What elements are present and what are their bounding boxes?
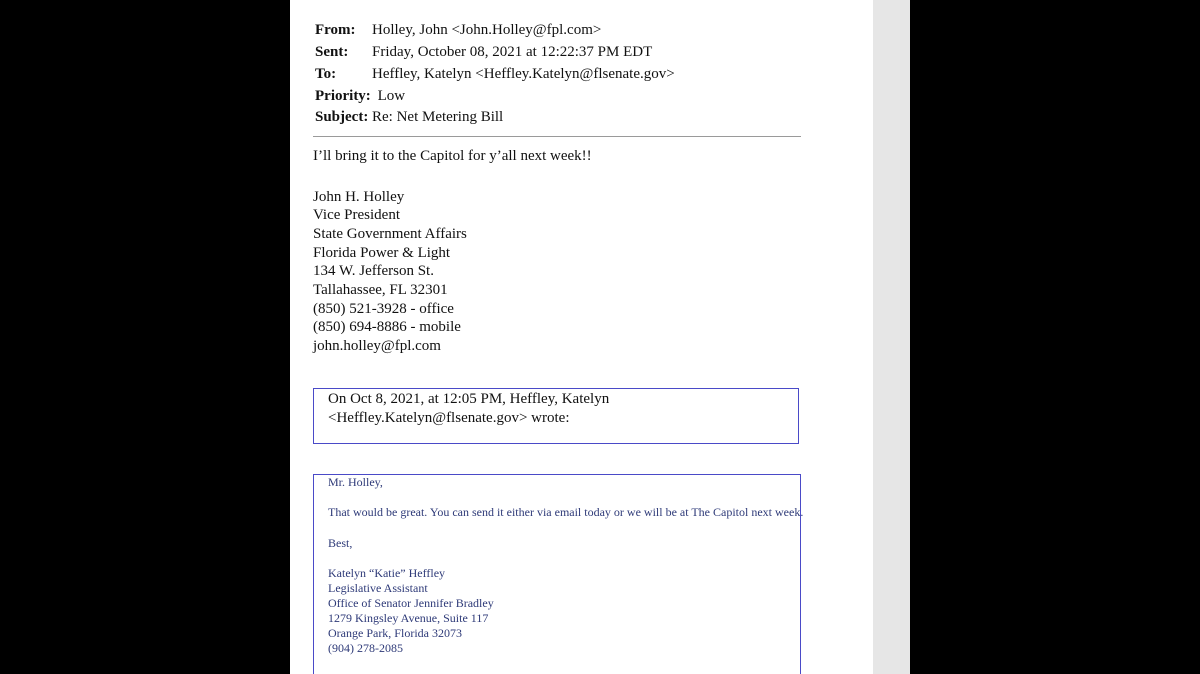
header-divider bbox=[313, 136, 801, 137]
reply-signature-line: Orange Park, Florida 32073 bbox=[328, 626, 462, 640]
from-label: From: bbox=[315, 22, 356, 38]
reply-signature-line: 1279 Kingsley Avenue, Suite 117 bbox=[328, 611, 489, 625]
quoted-reply-box bbox=[313, 474, 804, 674]
sent-value: Friday, October 08, 2021 at 12:22:37 PM EDT bbox=[372, 44, 653, 60]
sent-label: Sent: bbox=[315, 44, 349, 60]
signature-line: State Government Affairs bbox=[313, 226, 467, 242]
quote-header-box bbox=[313, 388, 799, 444]
reply-signature-line: Katelyn “Katie” Heffley bbox=[328, 566, 446, 580]
reply-signature-line: Legislative Assistant bbox=[328, 581, 428, 595]
subject-row bbox=[315, 108, 504, 126]
to-label: To: bbox=[315, 66, 337, 82]
quote-header-text: On Oct 8, 2021, at 12:05 PM, Heffley, Katelyn <Heffley.Katelyn@flsenate.gov> wrote: bbox=[328, 391, 610, 426]
signature-line: Vice President bbox=[313, 207, 400, 223]
to-value: Heffley, Katelyn <Heffley.Katelyn@flsenate.gov> bbox=[372, 66, 675, 82]
document-page bbox=[290, 0, 873, 674]
reply-signature-line: (904) 278-2085 bbox=[328, 641, 403, 655]
signature-line: Tallahassee, FL 32301 bbox=[313, 282, 448, 298]
signature-email: john.holley@fpl.com bbox=[313, 338, 441, 354]
from-row bbox=[315, 21, 602, 39]
signature-line: (850) 521-3928 - office bbox=[313, 301, 454, 317]
signature-line: John H. Holley bbox=[313, 189, 405, 205]
signature-line: 134 W. Jefferson St. bbox=[313, 263, 434, 279]
priority-row bbox=[315, 87, 405, 105]
from-value: Holley, John <John.Holley@fpl.com> bbox=[372, 22, 602, 38]
reply-closing: Best, bbox=[328, 536, 353, 550]
signature-line: Florida Power & Light bbox=[313, 245, 451, 261]
reply-greeting: Mr. Holley, bbox=[328, 475, 383, 489]
reply-signature-line: Office of Senator Jennifer Bradley bbox=[328, 596, 494, 610]
reply-message: That would be great. You can send it either via email today or we will be at The Capitol next week. bbox=[328, 505, 804, 519]
sent-row bbox=[315, 43, 653, 61]
scrollbar-track[interactable] bbox=[873, 0, 910, 674]
subject-value: Re: Net Metering Bill bbox=[372, 109, 504, 125]
email-body: I’ll bring it to the Capitol for y’all next week!! bbox=[313, 148, 592, 164]
to-row bbox=[315, 65, 675, 83]
subject-label: Subject: bbox=[315, 109, 369, 125]
priority-label: Priority: bbox=[315, 88, 371, 104]
signature-line: (850) 694-8886 - mobile bbox=[313, 319, 461, 335]
priority-value: Low bbox=[377, 88, 406, 104]
